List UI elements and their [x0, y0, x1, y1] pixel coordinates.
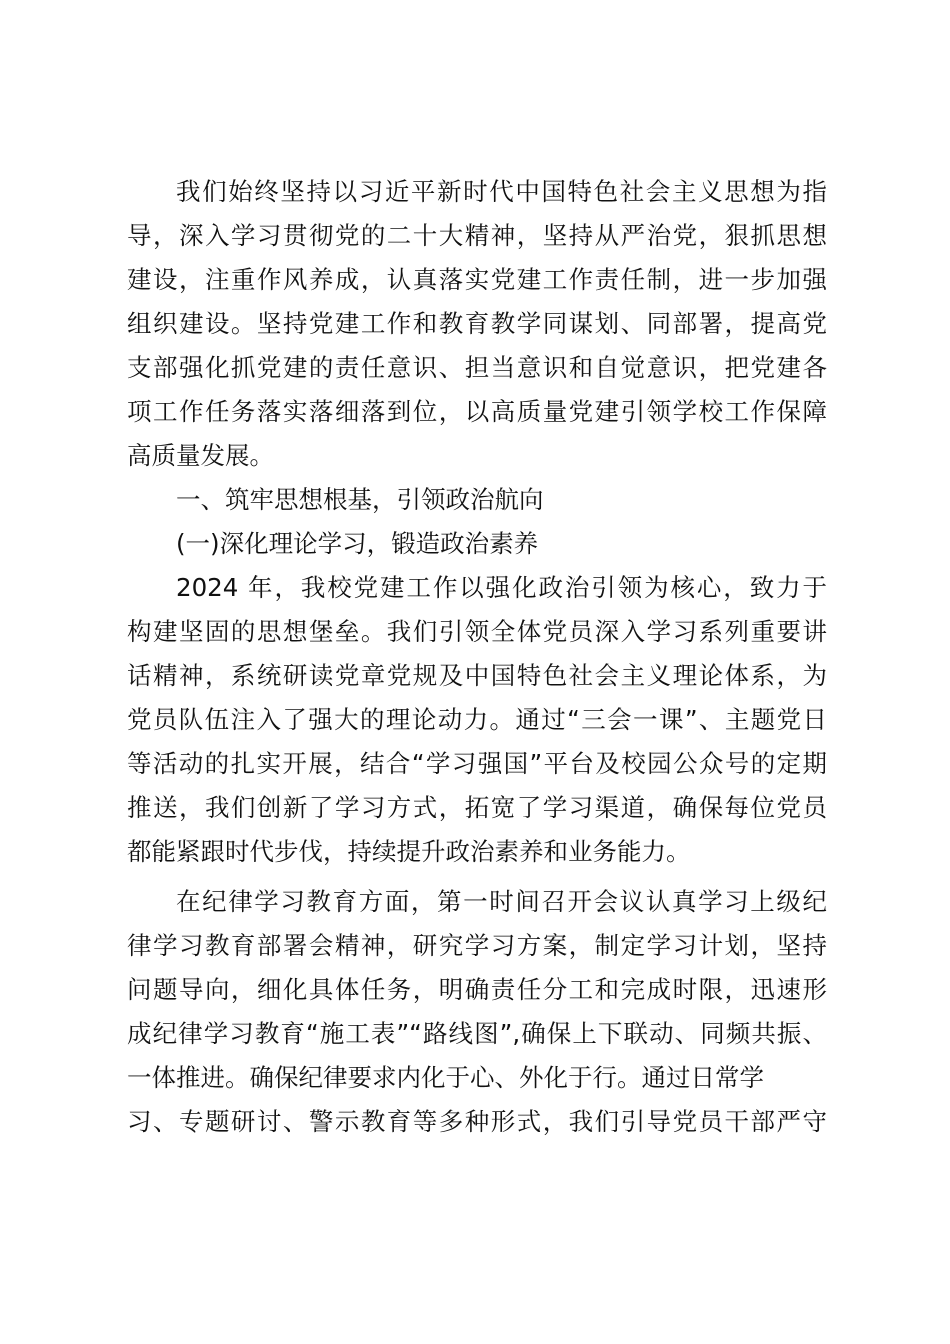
text-line: 构建坚固的思想堡垒。我们引领全体党员深入学习系列重要讲 [127, 617, 827, 646]
subsection-heading: (一)深化理论学习，锻造政治素养 [176, 529, 539, 558]
text-line: 推送，我们创新了学习方式，拓宽了学习渠道，确保每位党员 [127, 793, 827, 822]
text-line: 问题导向，细化具体任务，明确责任分工和完成时限，迅速形 [127, 975, 827, 1004]
text-line: 支部强化抓党建的责任意识、担当意识和自觉意识，把党建各 [127, 353, 827, 382]
text-line: 律学习教育部署会精神，研究学习方案，制定学习计划，坚持 [127, 931, 827, 960]
paragraph-theory-study [127, 566, 827, 874]
text-line: 2024 年，我校党建工作以强化政治引领为核心，致力于 [176, 573, 827, 602]
text-line: 党员队伍注入了强大的理论动力。通过“三会一课”、主题党日 [127, 705, 827, 734]
text-line: 成纪律学习教育“施工表”“路线图”,确保上下联动、同频共振、 [127, 1019, 827, 1048]
text-line: 建设，注重作风养成，认真落实党建工作责任制，进一步加强 [127, 265, 827, 294]
text-line: 我们始终坚持以习近平新时代中国特色社会主义思想为指 [176, 177, 827, 206]
paragraph-intro [127, 170, 827, 478]
section-heading: 一、筑牢思想根基，引领政治航向 [176, 485, 544, 514]
document-body [127, 170, 827, 1144]
text-line: 都能紧跟时代步伐，持续提升政治素养和业务能力。 [127, 837, 691, 866]
text-line: 话精神，系统研读党章党规及中国特色社会主义理论体系，为 [127, 661, 827, 690]
text-line: 项工作任务落实落细落到位，以高质量党建引领学校工作保障 [127, 397, 827, 426]
text-line: 组织建设。坚持党建工作和教育教学同谋划、同部署，提高党 [127, 309, 827, 338]
text-line: 习、专题研讨、警示教育等多种形式，我们引导党员干部严守 [127, 1107, 827, 1136]
text-line: 高质量发展。 [127, 441, 274, 470]
text-line: 导，深入学习贯彻党的二十大精神，坚持从严治党，狠抓思想 [127, 221, 827, 250]
text-line: 一体推进。确保纪律要求内化于心、外化于行。通过日常学 [127, 1063, 764, 1092]
text-line: 等活动的扎实开展，结合“学习强国”平台及校园公众号的定期 [127, 749, 827, 778]
text-line: 在纪律学习教育方面，第一时间召开会议认真学习上级纪 [176, 887, 827, 916]
paragraph-discipline-study [127, 880, 827, 1144]
